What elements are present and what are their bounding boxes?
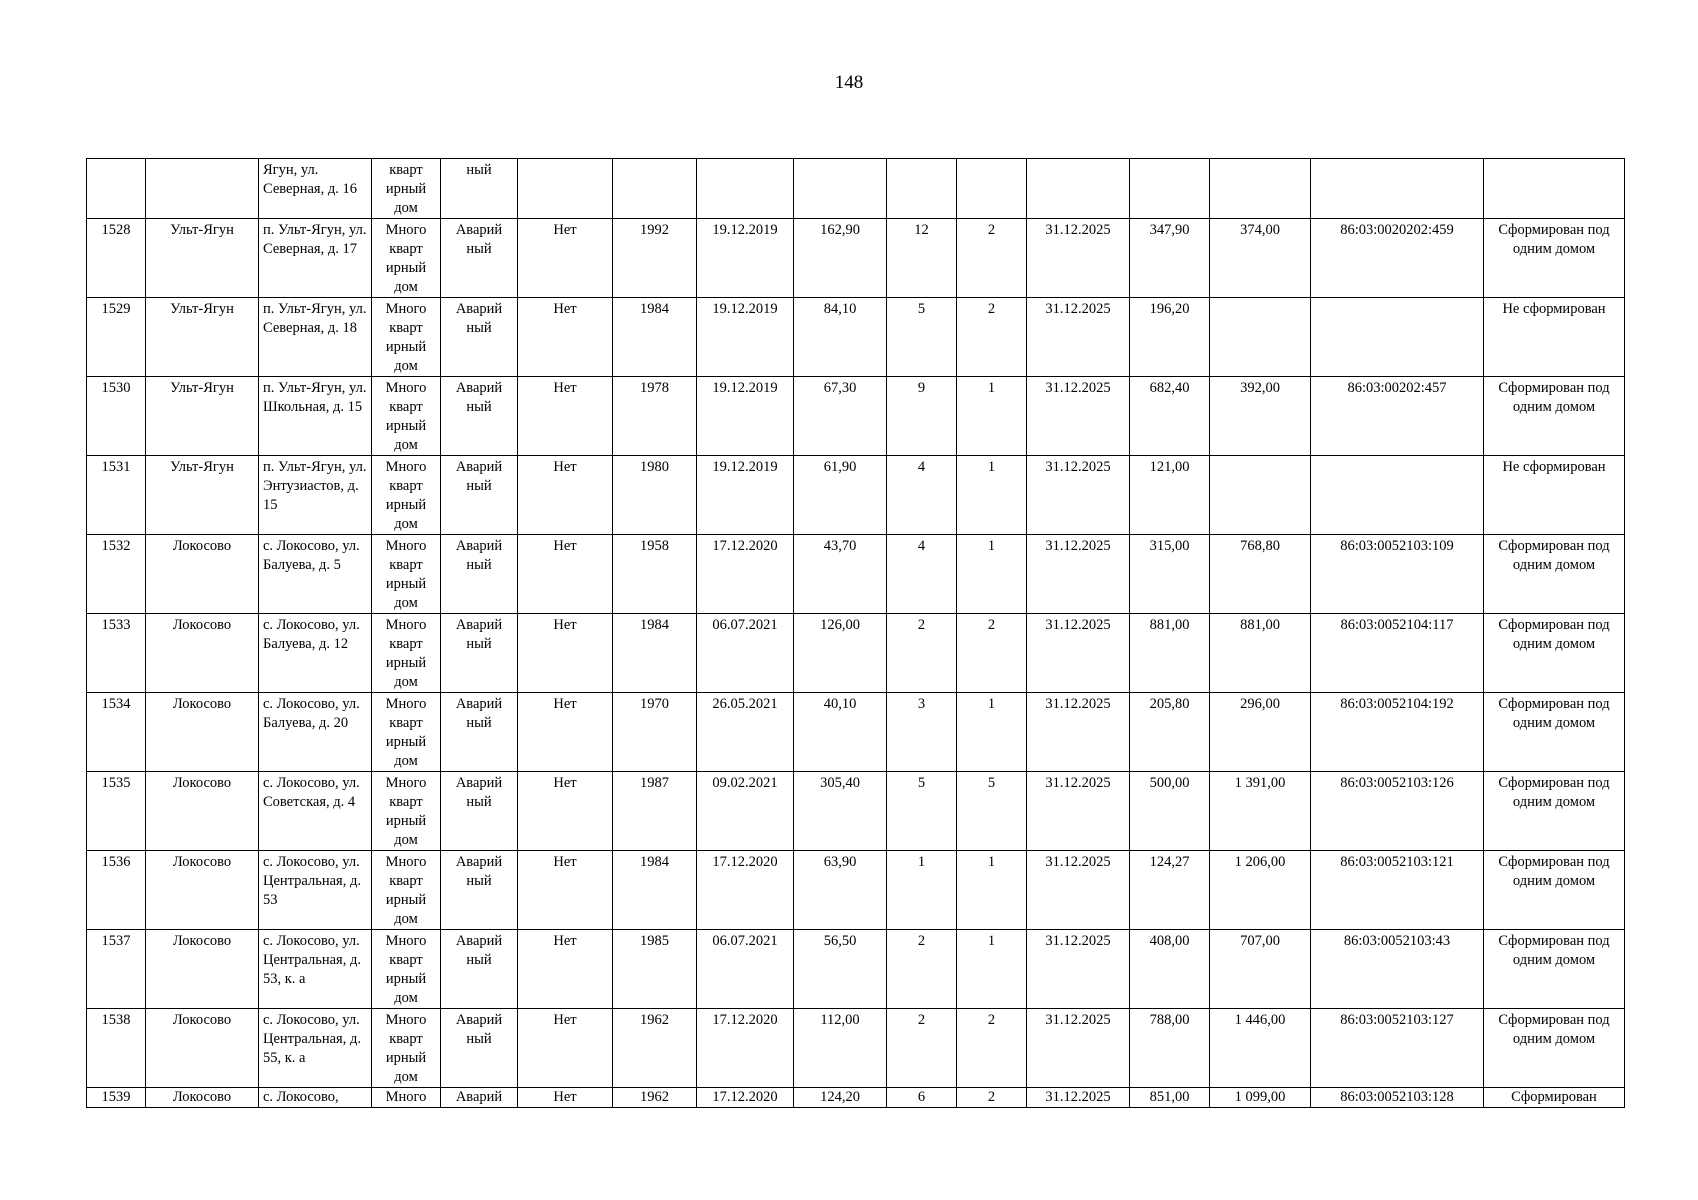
cell-area: 162,90 xyxy=(794,219,887,298)
cell-building-type: Много кварт ирный дом xyxy=(372,456,441,535)
cell-row-number: 1533 xyxy=(87,614,146,693)
cell-land-status: Сформирован под одним домом xyxy=(1484,851,1625,930)
cell-locality: Ульт-Ягун xyxy=(146,219,259,298)
cell-recognition-date: 17.12.2020 xyxy=(697,535,794,614)
cell-area: 63,90 xyxy=(794,851,887,930)
cell-address: Ягун, ул. Северная, д. 16 xyxy=(259,159,372,219)
cell-land-status: Не сформирован xyxy=(1484,456,1625,535)
cell-count-b: 5 xyxy=(957,772,1027,851)
cell-value-a: 124,27 xyxy=(1130,851,1210,930)
cell-row-number: 1537 xyxy=(87,930,146,1009)
cell-build-year: 1970 xyxy=(613,693,697,772)
cell-address: с. Локосово, ул. Балуева, д. 12 xyxy=(259,614,372,693)
cell-area: 124,20 xyxy=(794,1088,887,1108)
cell-locality: Локосово xyxy=(146,930,259,1009)
table-row xyxy=(87,1009,1625,1088)
cell-row-number: 1534 xyxy=(87,693,146,772)
cell-value-b: 1 391,00 xyxy=(1210,772,1311,851)
cell-recognition-date: 19.12.2019 xyxy=(697,298,794,377)
cell-count-b: 2 xyxy=(957,1088,1027,1108)
cell-area: 112,00 xyxy=(794,1009,887,1088)
cell-area: 126,00 xyxy=(794,614,887,693)
cell-cadastral-number: 86:03:0052103:121 xyxy=(1311,851,1484,930)
cell-address: с. Локосово, ул. Центральная, д. 53 xyxy=(259,851,372,930)
cell-locality: Ульт-Ягун xyxy=(146,298,259,377)
cell-build-year: 1962 xyxy=(613,1088,697,1108)
table-row xyxy=(87,851,1625,930)
cell-count-b: 1 xyxy=(957,456,1027,535)
cell-deadline: 31.12.2025 xyxy=(1027,851,1130,930)
table-row xyxy=(87,930,1625,1009)
cell-count-b: 1 xyxy=(957,377,1027,456)
table-row xyxy=(87,535,1625,614)
cell-cadastral-number: 86:03:0052103:43 xyxy=(1311,930,1484,1009)
cell-cadastral-number: 86:03:0052104:192 xyxy=(1311,693,1484,772)
cell-building-type: Много xyxy=(372,1088,441,1108)
cell-row-number: 1531 xyxy=(87,456,146,535)
cell-locality xyxy=(146,159,259,219)
cell-recognition-date: 19.12.2019 xyxy=(697,377,794,456)
cell-flag: Нет xyxy=(518,298,613,377)
cell-condition-status: Аварий xyxy=(441,1088,518,1108)
cell-flag: Нет xyxy=(518,930,613,1009)
cell-deadline: 31.12.2025 xyxy=(1027,1088,1130,1108)
cell-value-b: 392,00 xyxy=(1210,377,1311,456)
cell-address: с. Локосово, xyxy=(259,1088,372,1108)
cell-flag: Нет xyxy=(518,772,613,851)
cell-build-year: 1980 xyxy=(613,456,697,535)
cell-value-a: 851,00 xyxy=(1130,1088,1210,1108)
cell-land-status: Сформирован под одним домом xyxy=(1484,693,1625,772)
cell-recognition-date: 09.02.2021 xyxy=(697,772,794,851)
cell-value-b: 1 206,00 xyxy=(1210,851,1311,930)
cell-value-a: 205,80 xyxy=(1130,693,1210,772)
cell-build-year: 1987 xyxy=(613,772,697,851)
cell-deadline: 31.12.2025 xyxy=(1027,456,1130,535)
cell-address: п. Ульт-Ягун, ул. Северная, д. 17 xyxy=(259,219,372,298)
cell-condition-status: Аварий ный xyxy=(441,456,518,535)
cell-address: с. Локосово, ул. Центральная, д. 55, к. а xyxy=(259,1009,372,1088)
cell-building-type: Много кварт ирный дом xyxy=(372,930,441,1009)
cell-value-b: 707,00 xyxy=(1210,930,1311,1009)
cell-address: с. Локосово, ул. Балуева, д. 20 xyxy=(259,693,372,772)
cell-flag: Нет xyxy=(518,377,613,456)
cell-value-b: 296,00 xyxy=(1210,693,1311,772)
cell-land-status xyxy=(1484,159,1625,219)
cell-count-a: 2 xyxy=(887,1009,957,1088)
cell-land-status: Не сформирован xyxy=(1484,298,1625,377)
cell-count-a: 3 xyxy=(887,693,957,772)
cell-value-a: 682,40 xyxy=(1130,377,1210,456)
cell-land-status: Сформирован под одним домом xyxy=(1484,377,1625,456)
cell-deadline xyxy=(1027,159,1130,219)
cell-value-a: 315,00 xyxy=(1130,535,1210,614)
cell-deadline: 31.12.2025 xyxy=(1027,614,1130,693)
cell-value-a: 196,20 xyxy=(1130,298,1210,377)
cell-condition-status: Аварий ный xyxy=(441,930,518,1009)
cell-deadline: 31.12.2025 xyxy=(1027,693,1130,772)
cell-cadastral-number: 86:03:0052104:117 xyxy=(1311,614,1484,693)
cell-value-b xyxy=(1210,298,1311,377)
cell-deadline: 31.12.2025 xyxy=(1027,298,1130,377)
cell-row-number: 1528 xyxy=(87,219,146,298)
table-row xyxy=(87,772,1625,851)
cell-locality: Локосово xyxy=(146,614,259,693)
cell-flag: Нет xyxy=(518,693,613,772)
cell-build-year: 1984 xyxy=(613,851,697,930)
cell-address: с. Локосово, ул. Советская, д. 4 xyxy=(259,772,372,851)
cell-cadastral-number: 86:03:0052103:128 xyxy=(1311,1088,1484,1108)
cell-building-type: Много кварт ирный дом xyxy=(372,298,441,377)
cell-building-type: Много кварт ирный дом xyxy=(372,219,441,298)
table-row xyxy=(87,219,1625,298)
cell-recognition-date xyxy=(697,159,794,219)
cell-count-a: 1 xyxy=(887,851,957,930)
cell-building-type: Много кварт ирный дом xyxy=(372,1009,441,1088)
table-row xyxy=(87,1088,1625,1108)
cell-land-status: Сформирован под одним домом xyxy=(1484,772,1625,851)
cell-value-b: 374,00 xyxy=(1210,219,1311,298)
cell-value-a: 347,90 xyxy=(1130,219,1210,298)
table-row xyxy=(87,298,1625,377)
cell-flag: Нет xyxy=(518,1009,613,1088)
cell-flag xyxy=(518,159,613,219)
cell-count-a: 4 xyxy=(887,456,957,535)
cell-deadline: 31.12.2025 xyxy=(1027,1009,1130,1088)
cell-value-b: 1 099,00 xyxy=(1210,1088,1311,1108)
cell-value-a: 881,00 xyxy=(1130,614,1210,693)
cell-land-status: Сформирован под одним домом xyxy=(1484,219,1625,298)
cell-land-status: Сформирован под одним домом xyxy=(1484,1009,1625,1088)
cell-count-b: 1 xyxy=(957,851,1027,930)
cell-count-a: 5 xyxy=(887,298,957,377)
cell-condition-status: Аварий ный xyxy=(441,851,518,930)
cell-recognition-date: 26.05.2021 xyxy=(697,693,794,772)
cell-recognition-date: 06.07.2021 xyxy=(697,930,794,1009)
cell-build-year: 1984 xyxy=(613,298,697,377)
cell-address: с. Локосово, ул. Балуева, д. 5 xyxy=(259,535,372,614)
cell-count-a: 4 xyxy=(887,535,957,614)
cell-address: п. Ульт-Ягун, ул. Школьная, д. 15 xyxy=(259,377,372,456)
cell-area: 67,30 xyxy=(794,377,887,456)
cell-flag: Нет xyxy=(518,535,613,614)
cell-condition-status: Аварий ный xyxy=(441,614,518,693)
cell-value-b: 768,80 xyxy=(1210,535,1311,614)
cell-condition-status: ный xyxy=(441,159,518,219)
cell-recognition-date: 19.12.2019 xyxy=(697,456,794,535)
cell-count-b: 1 xyxy=(957,693,1027,772)
cell-flag: Нет xyxy=(518,1088,613,1108)
cell-area: 40,10 xyxy=(794,693,887,772)
cell-count-a: 2 xyxy=(887,614,957,693)
cell-locality: Локосово xyxy=(146,535,259,614)
cell-build-year: 1958 xyxy=(613,535,697,614)
cell-count-b: 2 xyxy=(957,1009,1027,1088)
cell-value-b xyxy=(1210,159,1311,219)
cell-row-number: 1539 xyxy=(87,1088,146,1108)
cell-deadline: 31.12.2025 xyxy=(1027,219,1130,298)
cell-row-number: 1536 xyxy=(87,851,146,930)
cell-locality: Локосово xyxy=(146,851,259,930)
cell-value-a: 121,00 xyxy=(1130,456,1210,535)
cell-count-b: 2 xyxy=(957,614,1027,693)
cell-locality: Локосово xyxy=(146,772,259,851)
cell-area: 84,10 xyxy=(794,298,887,377)
cell-recognition-date: 19.12.2019 xyxy=(697,219,794,298)
cell-deadline: 31.12.2025 xyxy=(1027,377,1130,456)
cell-flag: Нет xyxy=(518,219,613,298)
cell-count-b xyxy=(957,159,1027,219)
cell-deadline: 31.12.2025 xyxy=(1027,930,1130,1009)
cell-value-b: 881,00 xyxy=(1210,614,1311,693)
cell-recognition-date: 17.12.2020 xyxy=(697,1088,794,1108)
cell-count-a: 6 xyxy=(887,1088,957,1108)
cell-count-a: 9 xyxy=(887,377,957,456)
cell-building-type: Много кварт ирный дом xyxy=(372,535,441,614)
cell-building-type: Много кварт ирный дом xyxy=(372,614,441,693)
cell-value-a: 788,00 xyxy=(1130,1009,1210,1088)
cell-row-number: 1529 xyxy=(87,298,146,377)
cell-cadastral-number xyxy=(1311,159,1484,219)
cell-land-status: Сформирован под одним домом xyxy=(1484,614,1625,693)
cell-cadastral-number: 86:03:0052103:127 xyxy=(1311,1009,1484,1088)
cell-build-year: 1985 xyxy=(613,930,697,1009)
cell-building-type: кварт ирный дом xyxy=(372,159,441,219)
cell-row-number: 1538 xyxy=(87,1009,146,1088)
cell-condition-status: Аварий ный xyxy=(441,377,518,456)
cell-build-year: 1978 xyxy=(613,377,697,456)
housing-registry-table xyxy=(86,158,1625,1108)
cell-count-b: 2 xyxy=(957,219,1027,298)
table-row xyxy=(87,377,1625,456)
cell-area: 43,70 xyxy=(794,535,887,614)
cell-build-year xyxy=(613,159,697,219)
cell-locality: Локосово xyxy=(146,693,259,772)
cell-row-number: 1532 xyxy=(87,535,146,614)
cell-area: 305,40 xyxy=(794,772,887,851)
cell-condition-status: Аварий ный xyxy=(441,1009,518,1088)
cell-count-b: 1 xyxy=(957,930,1027,1009)
cell-count-a: 5 xyxy=(887,772,957,851)
cell-building-type: Много кварт ирный дом xyxy=(372,772,441,851)
cell-cadastral-number: 86:03:0052103:109 xyxy=(1311,535,1484,614)
cell-condition-status: Аварий ный xyxy=(441,535,518,614)
cell-recognition-date: 17.12.2020 xyxy=(697,851,794,930)
page-number: 148 xyxy=(834,72,864,93)
cell-count-b: 1 xyxy=(957,535,1027,614)
cell-building-type: Много кварт ирный дом xyxy=(372,377,441,456)
cell-condition-status: Аварий ный xyxy=(441,219,518,298)
cell-locality: Локосово xyxy=(146,1009,259,1088)
cell-cadastral-number xyxy=(1311,298,1484,377)
cell-flag: Нет xyxy=(518,851,613,930)
table-row xyxy=(87,159,1625,219)
cell-land-status: Сформирован под одним домом xyxy=(1484,535,1625,614)
table-row xyxy=(87,614,1625,693)
cell-address: п. Ульт-Ягун, ул. Северная, д. 18 xyxy=(259,298,372,377)
cell-land-status: Сформирован под одним домом xyxy=(1484,930,1625,1009)
cell-flag: Нет xyxy=(518,456,613,535)
cell-row-number: 1530 xyxy=(87,377,146,456)
cell-recognition-date: 06.07.2021 xyxy=(697,614,794,693)
cell-value-b xyxy=(1210,456,1311,535)
cell-area: 56,50 xyxy=(794,930,887,1009)
cell-building-type: Много кварт ирный дом xyxy=(372,851,441,930)
table-row xyxy=(87,456,1625,535)
cell-flag: Нет xyxy=(518,614,613,693)
table-row xyxy=(87,693,1625,772)
cell-build-year: 1962 xyxy=(613,1009,697,1088)
cell-building-type: Много кварт ирный дом xyxy=(372,693,441,772)
cell-value-a: 408,00 xyxy=(1130,930,1210,1009)
cell-count-a: 12 xyxy=(887,219,957,298)
cell-area xyxy=(794,159,887,219)
cell-locality: Ульт-Ягун xyxy=(146,456,259,535)
cell-land-status: Сформирован xyxy=(1484,1088,1625,1108)
cell-cadastral-number xyxy=(1311,456,1484,535)
cell-build-year: 1992 xyxy=(613,219,697,298)
cell-recognition-date: 17.12.2020 xyxy=(697,1009,794,1088)
table-body xyxy=(87,159,1625,1108)
cell-count-b: 2 xyxy=(957,298,1027,377)
cell-cadastral-number: 86:03:0020202:459 xyxy=(1311,219,1484,298)
cell-value-a xyxy=(1130,159,1210,219)
cell-value-b: 1 446,00 xyxy=(1210,1009,1311,1088)
cell-locality: Ульт-Ягун xyxy=(146,377,259,456)
cell-deadline: 31.12.2025 xyxy=(1027,535,1130,614)
cell-cadastral-number: 86:03:0052103:126 xyxy=(1311,772,1484,851)
cell-condition-status: Аварий ный xyxy=(441,693,518,772)
cell-row-number xyxy=(87,159,146,219)
cell-locality: Локосово xyxy=(146,1088,259,1108)
cell-address: с. Локосово, ул. Центральная, д. 53, к. а xyxy=(259,930,372,1009)
cell-value-a: 500,00 xyxy=(1130,772,1210,851)
cell-area: 61,90 xyxy=(794,456,887,535)
cell-row-number: 1535 xyxy=(87,772,146,851)
cell-count-a xyxy=(887,159,957,219)
cell-deadline: 31.12.2025 xyxy=(1027,772,1130,851)
cell-build-year: 1984 xyxy=(613,614,697,693)
cell-condition-status: Аварий ный xyxy=(441,772,518,851)
cell-address: п. Ульт-Ягун, ул. Энтузиастов, д. 15 xyxy=(259,456,372,535)
cell-cadastral-number: 86:03:00202:457 xyxy=(1311,377,1484,456)
cell-condition-status: Аварий ный xyxy=(441,298,518,377)
cell-count-a: 2 xyxy=(887,930,957,1009)
